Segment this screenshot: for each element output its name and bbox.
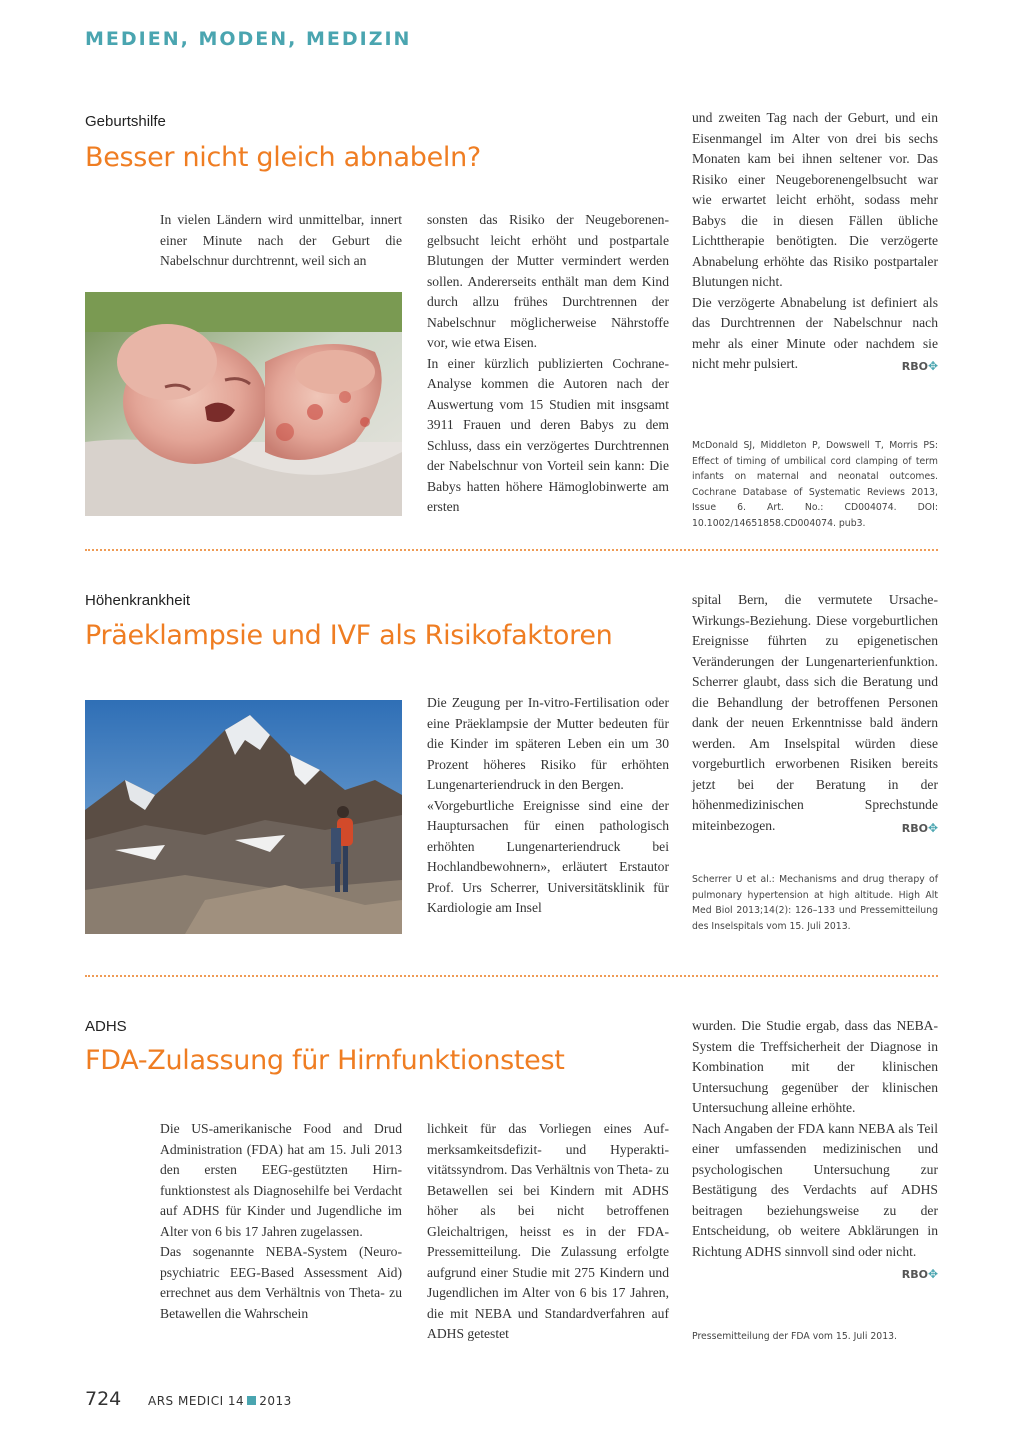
- diamond-cross-icon: ✥: [927, 1267, 938, 1281]
- headline-fda: FDA-Zulassung für Hirnfunktionstest: [85, 1045, 565, 1076]
- article3-reference: Pressemitteilung der FDA vom 15. Juli 2013.: [692, 1331, 898, 1342]
- paragraph: Die Zeugung per In-vitro-Fertilisation oder eine Präeklampsie der Mutter bedeuten für die Kinder im späteren Leben ein um 30 Prozent höheres Risiko für erhöhten Lungenarteriendruck in den Bergen.: [427, 695, 669, 792]
- author-initials: RBO: [901, 1268, 928, 1281]
- article3-col1: [160, 1119, 402, 1324]
- headline-praeeklampsie: Präeklampsie und IVF als Risikofaktoren: [85, 620, 613, 651]
- article1-col1: [160, 210, 402, 272]
- magazine-footer: [148, 1394, 292, 1408]
- article3-col2: [427, 1119, 669, 1345]
- kicker-geburtshilfe: Geburtshilfe: [85, 113, 166, 130]
- paragraph-text: spital Bern, die vermutete Ursache-Wirkungs-Beziehung. Diese vorgeburtlichen Ereignisse führten zu epigenetischen Veränderungen der Lungenarterienfunktion. Scherrer glaubt, dass sich die Beratung und die Behandlung der betroffenen Personen dank der neuen Erkenntnisse bald ändern werden. Am Inselspital würden diese vorgeburtlich erworbenen Risiken bereits jetzt bei der Beratung in der höhenmedizinischen Sprechstunde miteinbezogen.: [692, 592, 938, 833]
- author-signature: [902, 356, 938, 378]
- paragraph: In vielen Ländern wird unmittelbar, innert einer Minute nach der Geburt die Nabelschnur durchtrennt, weil sich an: [160, 212, 402, 268]
- article2-col3: [692, 590, 938, 839]
- paragraph: «Vorgeburtliche Ereignisse sind eine der Hauptursachen für einen pathologisch erhöhten Lungenarteriendruck bei Hochlandbewohnern», erläutert Erstautor Prof. Urs Scherrer, Universitätsklinik für Kardiologie am Insel: [427, 797, 669, 915]
- paragraph: [692, 590, 938, 836]
- square-icon: [247, 1396, 256, 1405]
- paragraph: [692, 1119, 938, 1281]
- article1-reference: McDonald SJ, Middleton P, Dowswell T, Morris PS: Effect of timing of umbilical cord clamping of term infants on maternal and neonatal outcomes. Cochrane Database of Systematic Reviews 2013, Issue 6. Art. No.: CD004074. DOI: 10.1002/14651858.CD004074. pub3.: [692, 440, 938, 529]
- paragraph-text: Nach Angaben der FDA kann NEBA als Teil einer umfassenden medizinischen und psychologischen Untersuchung zur Bestätigung des Verdachts auf ADHS beitragen beziehungsweise zu der Entscheidung, ob weitere Abklärungen in Richtung ADHS sinnvoll sind oder nicht.: [692, 1120, 938, 1259]
- paragraph: lichkeit für das Vorliegen eines Aufmerksamkeitsdefizit- und Hyperaktivitätssyndrom. Das Verhältnis von Theta- zu Betawellen sei bei Kindern mit ADHS höher als bei nicht betroffenen Gleichaltrigen, heisst es in der FDA-Pressemitteilung. Die Zulassung erfolgte aufgrund einer Studie mit 275 Kindern und Jugendlichen im Alter von 6 bis 17 Jahren, die mit NEBA und Standardverfahren auf ADHS getestet: [427, 1121, 669, 1341]
- mountain-photo: [85, 700, 402, 934]
- headline-abnabeln: Besser nicht gleich abnabeln?: [85, 142, 481, 173]
- magazine-name: ARS MEDICI 14: [148, 1394, 245, 1408]
- kicker-hoehenkrankheit: Höhenkrankheit: [85, 592, 191, 609]
- divider: [85, 975, 938, 977]
- page-number: 724: [85, 1388, 122, 1410]
- section-header: MEDIEN, MODEN, MEDIZIN: [85, 28, 412, 50]
- diamond-cross-icon: ✥: [927, 359, 938, 373]
- article2-reference: Scherrer U et al.: Mechanisms and drug therapy of pulmonary hypertension at high altitude. High Alt Med Biol 2013;14(2): 126–133 und Pressemitteilung des Inselspitals vom 15. Juli 2013.: [692, 874, 938, 932]
- newborn-image: [85, 292, 402, 516]
- paragraph-text: Die verzögerte Abnabelung ist definiert als das Durchtrennen der Nabelschnur nach mehr als einer Minute oder nachdem sie nicht mehr pulsiert.: [692, 294, 938, 371]
- paragraph: [692, 293, 938, 375]
- article1-col3: [692, 108, 938, 378]
- paragraph: In einer kürzlich publizierten Cochrane-Analyse kommen die Autoren nach der Auswertung vom 15 Studien mit insgsamt 3911 Frauen und deren Babys zu dem Schluss, dass ein verzögertes Durchtrennen der Nabelschnur von Vorteil sein kann: Die Babys hatten höhere Hämoglobinwerte am ersten: [427, 355, 669, 514]
- mountain-image: [85, 700, 402, 934]
- author-initials: RBO: [901, 821, 928, 835]
- paragraph: sonsten das Risiko der Neugeborenengelbsucht leicht erhöht und postpartale Blutungen der Mutter vermindert werden sollen. Andererseits enthält man dem Kind durch allzu frühes Durchtrennen der Nabelschnur möglicherweise Nährstoffe vor, wie etwa Eisen.: [427, 212, 669, 350]
- author-signature: [902, 1264, 938, 1286]
- paragraph: und zweiten Tag nach der Geburt, und ein Eisenmangel im Alter von drei bis sechs Monaten kam bei ihnen seltener vor. Das Risiko einer Neugeborenengelbsucht war wie erwartet leicht erhöht, sodass mehr Babys die in diesen Fällen übliche Lichttherapie benötigten. Die verzögerte Abnabelung erhöhte das Risiko postpartaler Blutungen nicht.: [692, 110, 938, 289]
- article2-col2: [427, 693, 669, 919]
- newborn-photo: [85, 292, 402, 516]
- author-initials: RBO: [901, 360, 928, 373]
- kicker-adhs: ADHS: [85, 1018, 127, 1035]
- divider: [85, 549, 938, 551]
- diamond-cross-icon: ✥: [927, 820, 938, 835]
- author-signature: [902, 818, 938, 840]
- paragraph: Die US-amerikanische Food and Drud Administration (FDA) hat am 15. Juli 2013 den ersten EEG-gestützten Hirnfunktionstest als Diagnosehilfe bei Verdacht auf ADHS für Kinder und Jugendliche im Alter von 6 bis 17 Jahren zugelassen.: [160, 1121, 402, 1239]
- paragraph: wurden. Die Studie ergab, dass das NEBA-System die Treffsicherheit der Diagnose in Kombination mit der klinischen Untersuchung gegenüber der klinischen Untersuchung alleine erhöhte.: [692, 1018, 938, 1115]
- article1-col2: [427, 210, 669, 518]
- paragraph: Das sogenannte NEBA-System (Neuropsychiatric EEG-Based Assessment Aid) errechnet aus dem Verhältnis von Theta- zu Betawellen die Wahrschein: [160, 1244, 402, 1321]
- article3-col3: [692, 1016, 938, 1286]
- magazine-year: 2013: [259, 1394, 292, 1408]
